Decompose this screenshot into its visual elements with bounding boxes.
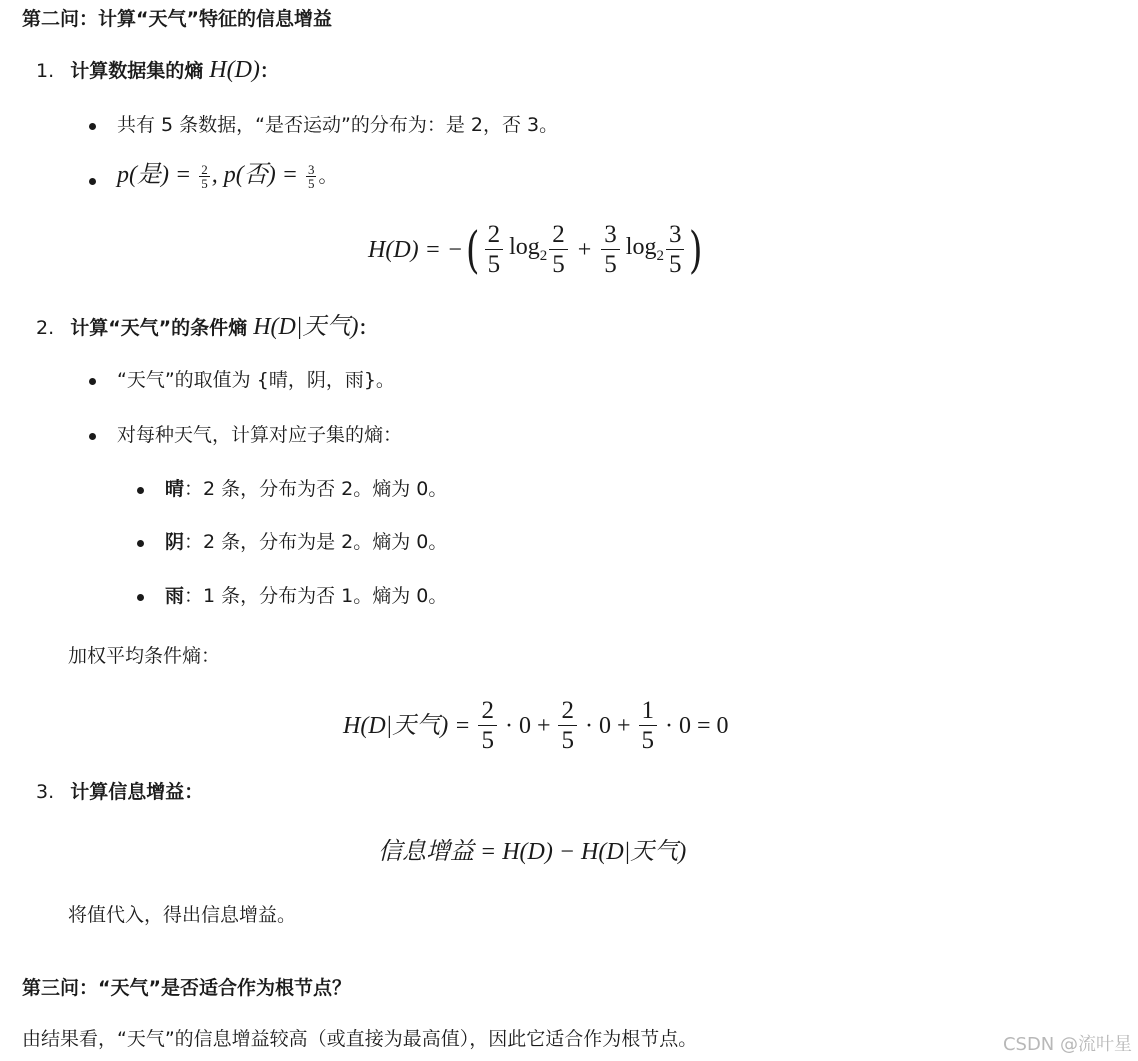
step-number: 1. [36, 60, 55, 82]
sub-item-text: ：2 条，分布为否 2。熵为 0。 [184, 478, 448, 500]
fraction [199, 163, 210, 190]
denominator: 5 [604, 251, 617, 278]
log-base: 2 [656, 247, 664, 264]
fraction [558, 698, 577, 753]
sub-item-text: ：2 条，分布为是 2。熵为 0。 [184, 531, 448, 553]
step2-title [36, 315, 377, 339]
right-paren: ) [689, 220, 704, 279]
numerator: 2 [478, 698, 497, 726]
numerator: 2 [549, 222, 568, 250]
fraction [485, 222, 504, 277]
step2-bullet-1: “天气”的取值为 {晴，阴，雨}。 [117, 369, 395, 391]
colon: ： [184, 781, 204, 803]
step3-note: 将值代入，得出信息增益。 [68, 904, 297, 926]
denominator: 5 [561, 727, 574, 754]
step-label: 计算“天气”的条件熵 [70, 317, 248, 339]
sub-item-key: 晴 [165, 478, 185, 500]
term: · 0 + [584, 712, 631, 739]
denominator: 5 [641, 727, 655, 754]
bullet-icon [89, 123, 96, 130]
step-number: 3. [36, 781, 55, 803]
term: · 0 + [504, 712, 551, 739]
formula-information-gain: 信息增益 = H(D) − H(D|天气) [378, 839, 687, 865]
denominator: 5 [201, 176, 208, 191]
fraction [478, 698, 497, 753]
denominator: 5 [552, 251, 565, 278]
bullet-icon [137, 594, 144, 601]
bullet-icon [89, 378, 96, 385]
weighted-label: 加权平均条件熵： [68, 645, 221, 667]
numerator: 2 [485, 222, 504, 250]
denominator: 5 [668, 251, 682, 278]
sub-item-key: 雨 [165, 585, 185, 607]
numerator: 3 [307, 162, 315, 177]
fraction [601, 222, 620, 277]
formula-lhs: H(D|天气) = [343, 712, 471, 739]
log-base: 2 [539, 247, 548, 264]
p-yes: p(是) = [117, 162, 192, 188]
step-label: 计算信息增益 [70, 781, 185, 803]
numerator: 3 [666, 222, 685, 250]
left-paren: ( [465, 220, 480, 279]
step3-title [36, 783, 203, 802]
conclusion: 由结果看，“天气”的信息增益较高（或直接为最高值），因此它适合作为根节点。 [22, 1028, 698, 1050]
sub-item-text: ：1 条，分布为否 1。熵为 0。 [184, 585, 448, 607]
denominator: 5 [307, 176, 315, 191]
numerator: 3 [601, 222, 620, 250]
period: 。 [318, 165, 338, 187]
log: log [625, 234, 657, 261]
term: · 0 = 0 [665, 712, 729, 739]
math-conditional-entropy: H(D|天气) [253, 314, 359, 340]
formula-conditional-entropy [343, 698, 729, 753]
sub-item [165, 480, 447, 499]
bullet-icon [89, 433, 96, 440]
denominator: 5 [487, 251, 501, 278]
numerator: 2 [558, 698, 577, 726]
step1-bullet-1: 共有 5 条数据，“是否运动”的分布为：是 2，否 3。 [117, 114, 559, 136]
numerator: 1 [639, 698, 658, 726]
formula-entropy [368, 222, 706, 277]
watermark: CSDN @流叶星 [1002, 1034, 1132, 1055]
colon: ： [358, 317, 378, 339]
q2-heading: 第二问：计算“天气”特征的信息增益 [22, 8, 332, 30]
plus: + [577, 236, 592, 263]
q3-heading: 第三问：“天气”是否适合作为根节点？ [22, 977, 351, 999]
sub-item-key: 阴 [165, 531, 185, 553]
fraction [306, 163, 317, 190]
fraction [549, 222, 568, 277]
log: log [509, 234, 540, 261]
bullet-icon [89, 178, 96, 185]
denominator: 5 [481, 727, 494, 754]
bullet-icon [137, 540, 144, 547]
formula-lhs: H(D) = − [368, 236, 464, 263]
fraction [666, 222, 685, 277]
step1-title [36, 58, 279, 82]
math-hd: H(D) [209, 57, 260, 83]
fraction [639, 698, 658, 753]
step-label: 计算数据集的熵 [70, 60, 204, 82]
colon: ： [259, 60, 279, 82]
p-no: , p(否) = [211, 162, 298, 188]
step1-bullet-2 [117, 163, 337, 190]
bullet-icon [137, 487, 144, 494]
sub-item [165, 533, 447, 552]
step-number: 2. [36, 317, 55, 339]
numerator: 2 [201, 162, 208, 177]
sub-item [165, 587, 447, 606]
step2-bullet-2: 对每种天气，计算对应子集的熵： [117, 424, 403, 446]
